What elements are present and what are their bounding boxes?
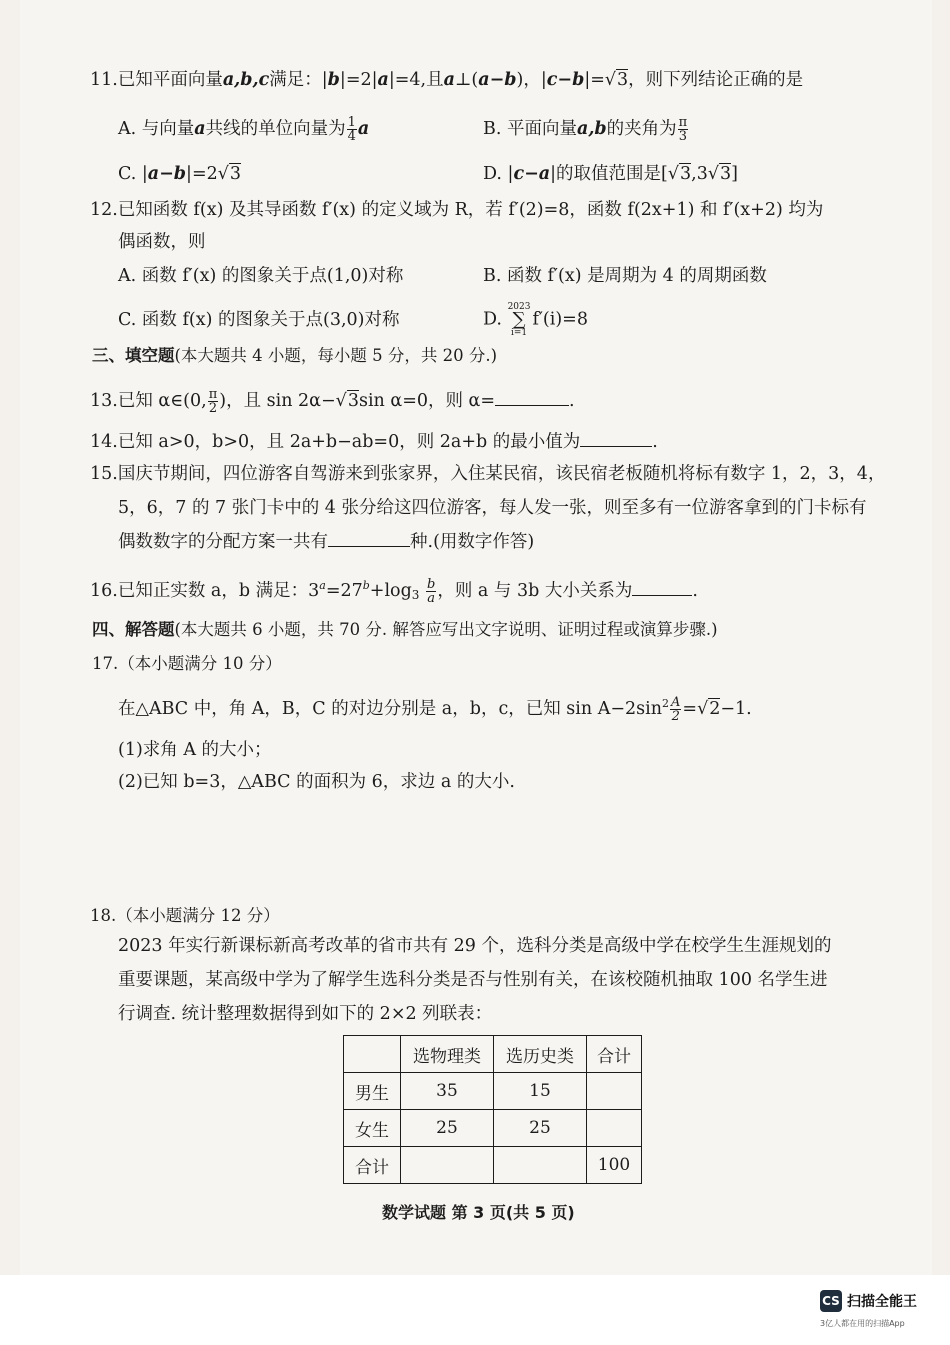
table-row [344, 1110, 642, 1147]
q15-line2: 5，6，7 的 7 张门卡中的 4 张分给这四位游客，每人发一张，则至多有一位游客拿到的门卡标有 [118, 498, 867, 518]
table-cell [587, 1110, 642, 1147]
camscanner-tagline: 3亿人都在用的扫描App [820, 1319, 905, 1328]
q13-answer-blank[interactable] [495, 389, 569, 406]
section4-heading: 四、解答题(本大题共 6 小题，共 70 分. 解答应写出文字说明、证明过程或演算步骤.) [92, 620, 718, 639]
q17-part1: (1)求角 A 的大小； [118, 740, 272, 760]
table-row [344, 1147, 642, 1184]
table-cell: 合计 [344, 1147, 401, 1184]
table-cell [344, 1036, 401, 1073]
q14: 14.已知 a>0，b>0，且 2a+b−ab=0，则 2a+b 的最小值为 . [90, 432, 658, 452]
q11-option-a: A. 与向量a共线的单位向量为 $\frac{1}{4}$ a [118, 115, 370, 144]
table-cell: 35 [401, 1073, 494, 1110]
q12-stem-line2: 偶函数，则 [118, 232, 206, 252]
q12-option-a: A. 函数 f′(x) 的图象关于点(1,0)对称 [118, 266, 404, 286]
table-cell [401, 1147, 494, 1184]
section3-heading: 三、填空题(本大题共 4 小题，每小题 5 分，共 20 分.) [92, 346, 498, 365]
q15-line1: 15.国庆节期间，四位游客自驾游来到张家界，入住某民宿，该民宿老板随机将标有数字 1，2，3，4， [90, 464, 886, 484]
q16: 16.已知正实数 a，b 满足：$3^a=27^b+\log_3$ $\frac{b}{a}$ ，则 a 与 3b 大小关系为 . [90, 577, 698, 606]
table-cell: 女生 [344, 1110, 401, 1147]
q11-stem: 11.已知平面向量a,b,c满足：|b|=2|a|=4,且a⊥(a−b)，|c−b|=√3，则下列结论正确的是 [90, 70, 804, 90]
table-row [344, 1073, 642, 1110]
table-cell: 25 [494, 1110, 587, 1147]
q17-part2: (2)已知 b=3，△ABC 的面积为 6，求边 a 的大小. [118, 772, 515, 792]
q16-answer-blank[interactable] [632, 579, 692, 596]
table-cell [587, 1073, 642, 1110]
q15-line3: 偶数数字的分配方案一共有 种.(用数字作答) [118, 532, 535, 552]
q12-stem-line1: 12.已知函数 f(x) 及其导函数 f′(x) 的定义域为 R，若 f′(2)=8，函数 f(2x+1) 和 f′(x+2) 均为 [90, 200, 824, 220]
q14-answer-blank[interactable] [580, 430, 652, 447]
q11-option-c: C. |a−b|=2√3 [118, 164, 242, 184]
sum-operator: 2023 ∑ i=1 [507, 302, 531, 338]
bottom-band [0, 1275, 950, 1345]
table-cell: 25 [401, 1110, 494, 1147]
q13: 13.已知 α∈(0, $\frac{\pi}{2}$ )，且 sin 2α−√3sin α=0，则 α= . [90, 387, 575, 416]
table-cell: 15 [494, 1073, 587, 1110]
camscanner-logo-icon: CS [820, 1290, 842, 1312]
table-cell: 选历史类 [494, 1036, 587, 1073]
table-cell: 合计 [587, 1036, 642, 1073]
q15-answer-blank[interactable] [328, 530, 410, 547]
q11-option-d: D. |c−a|的取值范围是[√3,3√3] [483, 164, 738, 184]
q18-line2: 重要课题，某高级中学为了解学生选科分类是否与性别有关，在该校随机抽取 100 名学生进 [118, 970, 828, 990]
q17-stem: 在△ABC 中，角 A，B，C 的对边分别是 a，b，c，已知 $\sin A-2\sin^2$ $\frac{A}{2}$ =√2−1. [118, 695, 752, 724]
page-footer: 数学试题 第 3 页(共 5 页) [382, 1203, 575, 1222]
table-cell [494, 1147, 587, 1184]
q17-header: 17.（本小题满分 10 分） [92, 654, 282, 673]
q12-option-c: C. 函数 f(x) 的图象关于点(3,0)对称 [118, 310, 400, 330]
q18-line1: 2023 年实行新课标新高考改革的省市共有 29 个，选科分类是高级中学在校学生生涯规划的 [118, 936, 832, 956]
q18-header: 18.（本小题满分 12 分） [90, 906, 280, 925]
table-cell: 选物理类 [401, 1036, 494, 1073]
q11-option-b: B. 平面向量a,b的夹角为 $\frac{\pi}{3}$ [483, 115, 688, 144]
camscanner-name: 扫描全能王 [847, 1294, 917, 1310]
q12-option-d: D. 2023 ∑ i=1 f′(i)=8 [483, 302, 588, 338]
table-cell: 男生 [344, 1073, 401, 1110]
table-header-row [344, 1036, 642, 1073]
table-cell: 100 [587, 1147, 642, 1184]
q18-line3: 行调查. 统计整理数据得到如下的 2×2 列联表： [118, 1004, 493, 1024]
contingency-table [343, 1035, 642, 1184]
q12-option-b: B. 函数 f′(x) 是周期为 4 的周期函数 [483, 266, 767, 286]
